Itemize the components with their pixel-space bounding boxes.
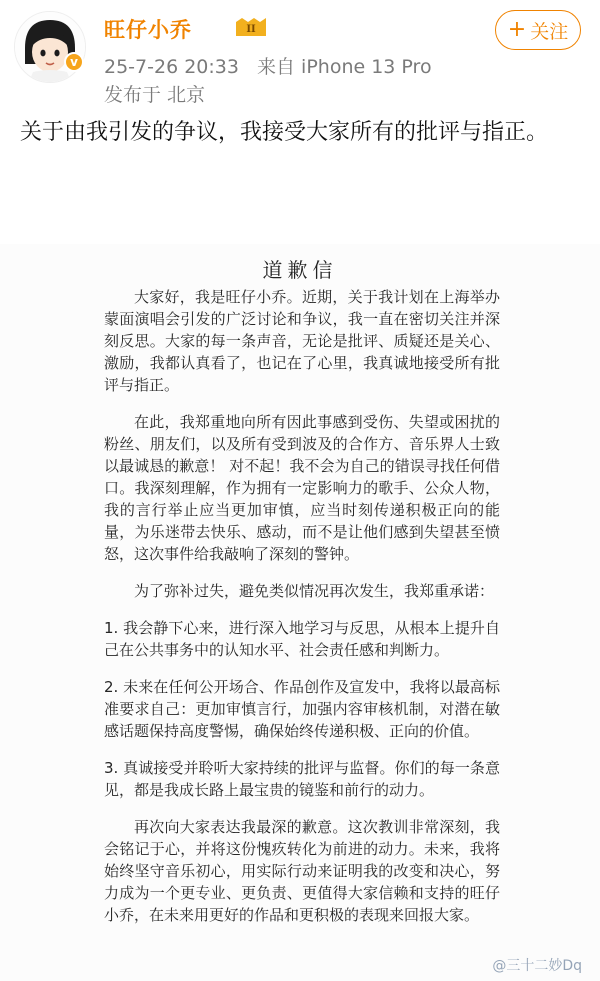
follow-label: 关注 [530, 20, 569, 43]
post-location: 发布于 北京 [104, 84, 206, 106]
letter-paragraph: 在此，我郑重地向所有因此事感到受伤、失望或困扰的粉丝、朋友们，以及所有受到波及的合作方、音乐界人士致以最诚恳的歉意！ 对不起！我不会为自己的错误寻找任何借口。我深刻理解，作为拥有一定影响力的歌手、公众人物，我的言行举止应当更加审慎，应当时刻传递积极正向的能量，为乐迷带去快乐、感动，而不是让他们感到失望甚至愤怒，这次事件给我敲响了深刻的警钟。 [104, 413, 500, 563]
letter-paragraph: 为了弥补过失，避免类似情况再次发生，我郑重承诺： [134, 582, 495, 600]
avatar[interactable] [14, 11, 86, 83]
post-time: 25-7-26 20:33 [104, 56, 239, 78]
post-source: 来自 iPhone 13 Pro [257, 56, 432, 78]
letter-paragraph: 2. 未来在任何公开场合、作品创作及宣发中，我将以最高标准要求自己：更加审慎言行，加强内容审核机制，对潜在敏感话题保持高度警惕，确保始终传递积极、正向的价值。 [104, 678, 500, 740]
letter-paragraph: 3. 真诚接受并聆听大家持续的批评与监督。你们的每一条意见，都是我成长路上最宝贵的镜鉴和前行的动力。 [104, 759, 500, 799]
plus-icon: + [507, 17, 527, 42]
post-header [0, 0, 600, 110]
post-text: 关于由我引发的争议，我接受大家所有的批评与指正。 [20, 120, 549, 145]
letter-paragraph: 再次向大家表达我最深的歉意。这次教训非常深刻，我会铭记于心，并将这份愧疚转化为前进的动力。未来，我将始终坚守音乐初心，用实际行动来证明我的改变和决心，努力成为一个更专业、更负责、更值得大家信赖和支持的旺仔小乔，在未来用更好的作品和更积极的表现来回报大家。 [104, 818, 500, 924]
letter-paragraph: 1. 我会静下心来，进行深入地学习与反思，从根本上提升自己在公共事务中的认知水平、社会责任感和判断力。 [104, 619, 500, 659]
level-badge-icon [234, 16, 268, 38]
verified-icon: v [64, 52, 84, 72]
letter-title: 道歉信 [262, 258, 338, 282]
post-meta [104, 52, 444, 79]
letter-body [104, 286, 500, 941]
watermark: @三十二妙Dq [492, 958, 582, 974]
username[interactable]: 旺仔小乔 [104, 18, 192, 42]
level-badge-text: II [246, 24, 256, 35]
follow-button[interactable] [495, 10, 581, 50]
letter-paragraph: 大家好，我是旺仔小乔。近期，关于我计划在上海举办蒙面演唱会引发的广泛讨论和争议，我一直在密切关注并深刻反思。大家的每一条声音，无论是批评、质疑还是关心、激励，我都认真看了，也记在了心里，我真诚地接受所有批评与指正。 [104, 288, 500, 394]
apology-letter-image[interactable] [0, 244, 600, 981]
